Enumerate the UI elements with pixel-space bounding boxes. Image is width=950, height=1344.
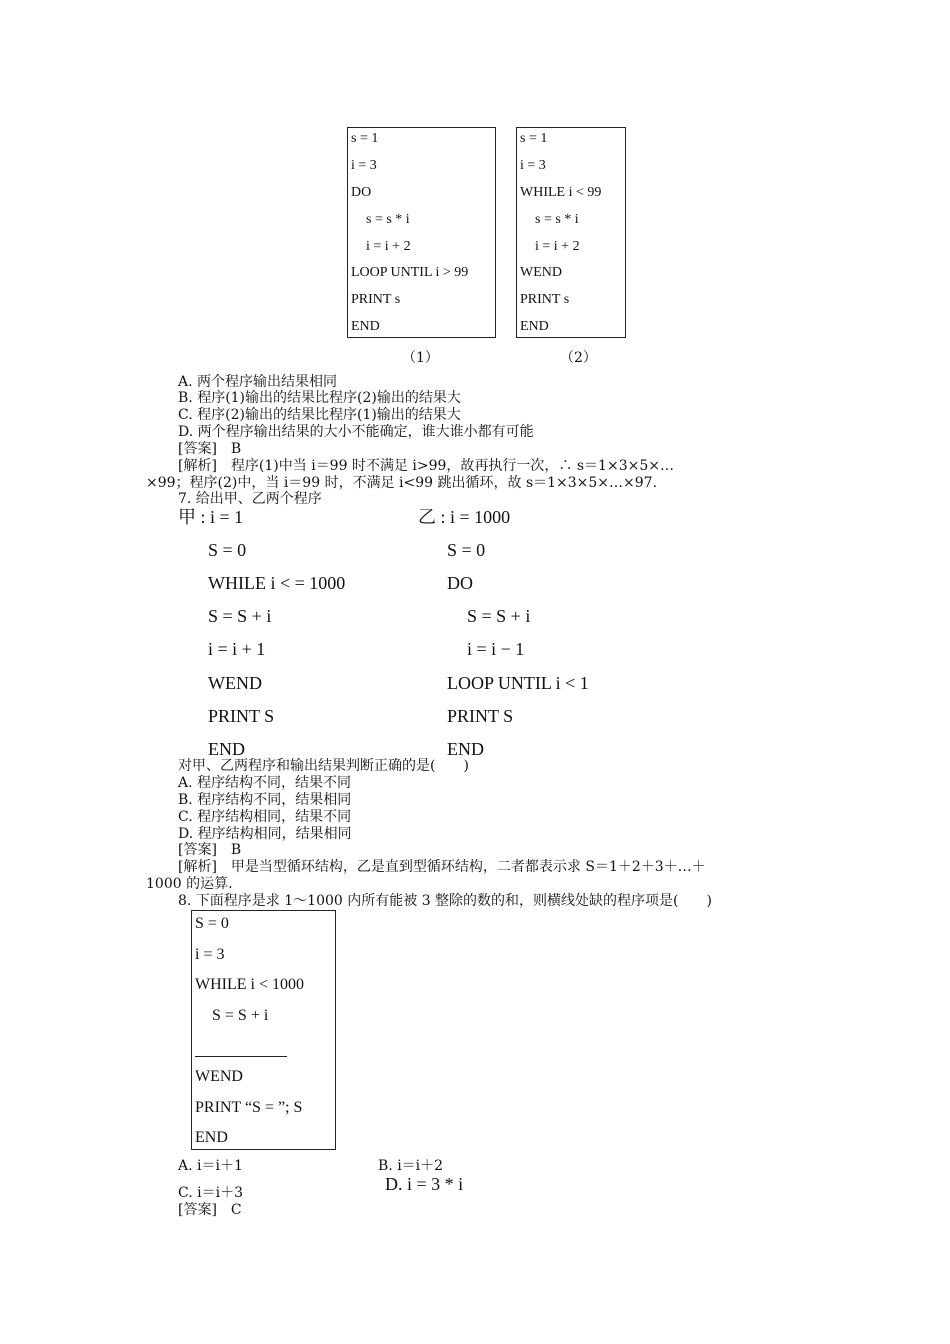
jia-program-line: S = S + i [208,606,272,626]
program-2-line: END [520,319,549,334]
jia-program-line: WEND [208,673,262,693]
program-1-line: i = 3 [351,158,377,173]
q8-option-d: D. i = 3 * i [385,1174,464,1194]
q8-program-line: i = 3 [195,946,225,963]
q7-analysis-line-2: 1000 的运算. [146,876,233,892]
program-1-line: END [351,319,380,334]
jia-program-line: S = 0 [208,540,247,560]
q7-answer: [答案] B [178,842,242,858]
q8-option-a: A. i＝i＋1 [178,1158,243,1174]
q7-analysis-line-1: [解析] 甲是当型循环结构，乙是直到型循环结构，二者都表示求 S＝1＋2＋3＋…＋ [178,859,706,875]
jia-program-line: i = i + 1 [208,639,266,659]
program-2-line: WHILE i < 99 [520,185,602,200]
q6-analysis-line-2: ×99；程序(2)中，当 i＝99 时，不满足 i<99 跳出循环，故 s＝1×3×5×…×97. [146,475,658,491]
q7-stem: 7. 给出甲、乙两个程序 [178,491,322,507]
q8-program-box [191,910,336,1150]
q8-option-c: C. i＝i＋3 [178,1185,243,1201]
program-1-box [347,127,496,338]
program-2-line: s = s * i [535,212,579,227]
jia-program-line: WHILE i < = 1000 [208,573,346,593]
yi-program-line: PRINT S [447,706,514,726]
program-2-line: PRINT s [520,292,570,307]
q7-option-c: C. 程序结构相同，结果不同 [178,809,352,825]
q8-program-line: END [195,1129,228,1146]
q8-program-line: WHILE i < 1000 [195,976,304,993]
q6-option-d: D. 两个程序输出结果的大小不能确定，谁大谁小都有可能 [178,424,534,440]
jia-program-line: END [208,739,245,759]
yi-program-line: LOOP UNTIL i < 1 [447,673,589,693]
q6-option-a: A. 两个程序输出结果相同 [178,374,338,390]
program-2-line: i = 3 [520,158,546,173]
yi-program-line: END [447,739,484,759]
jia-program-line: PRINT S [208,706,275,726]
q6-option-b: B. 程序(1)输出的结果比程序(2)输出的结果大 [178,390,461,406]
program-2-line: i = i + 2 [535,239,580,254]
program-2-line: s = 1 [520,131,548,146]
q8-program-line: PRINT “S = ”; S [195,1099,303,1116]
q7-option-a: A. 程序结构不同，结果不同 [178,775,352,791]
program-2-caption: （2） [560,350,597,366]
q6-answer: [答案] B [178,441,242,457]
program-2-box [516,127,626,338]
q8-program-line: S = S + i [212,1007,269,1024]
q7-question: 对甲、乙两程序和输出结果判断正确的是( ) [178,758,469,774]
program-2-line: WEND [520,265,562,280]
q8-option-b: B. i＝i＋2 [378,1158,444,1174]
program-1-line: i = i + 2 [366,239,411,254]
missing-statement-blank [195,1056,287,1057]
q7-option-b: B. 程序结构不同，结果相同 [178,792,352,808]
q8-program-line: WEND [195,1068,243,1085]
jia-program-line: 甲 : i = 1 [178,507,244,527]
program-1-line: LOOP UNTIL i > 99 [351,265,469,280]
yi-program-line: DO [447,573,473,593]
program-1-line: PRINT s [351,292,401,307]
q6-analysis-line-1: [解析] 程序(1)中当 i＝99 时不满足 i>99，故再执行一次，∴ s＝1×3×5×… [178,458,674,474]
q8-program-line: S = 0 [195,915,229,932]
yi-program-line: S = S + i [467,606,531,626]
q6-option-c: C. 程序(2)输出的结果比程序(1)输出的结果大 [178,407,461,423]
q8-stem: 8. 下面程序是求 1～1000 内所有能被 3 整除的数的和，则横线处缺的程序项是( ) [178,893,712,909]
yi-program-line: 乙 : i = 1000 [418,507,511,527]
yi-program-line: S = 0 [447,540,486,560]
q7-option-d: D. 程序结构相同，结果相同 [178,826,352,842]
program-1-caption: （1） [402,350,439,366]
program-1-line: DO [351,185,372,200]
q8-answer: [答案] C [178,1202,242,1218]
program-1-line: s = 1 [351,131,379,146]
program-1-line: s = s * i [366,212,410,227]
yi-program-line: i = i − 1 [467,639,525,659]
